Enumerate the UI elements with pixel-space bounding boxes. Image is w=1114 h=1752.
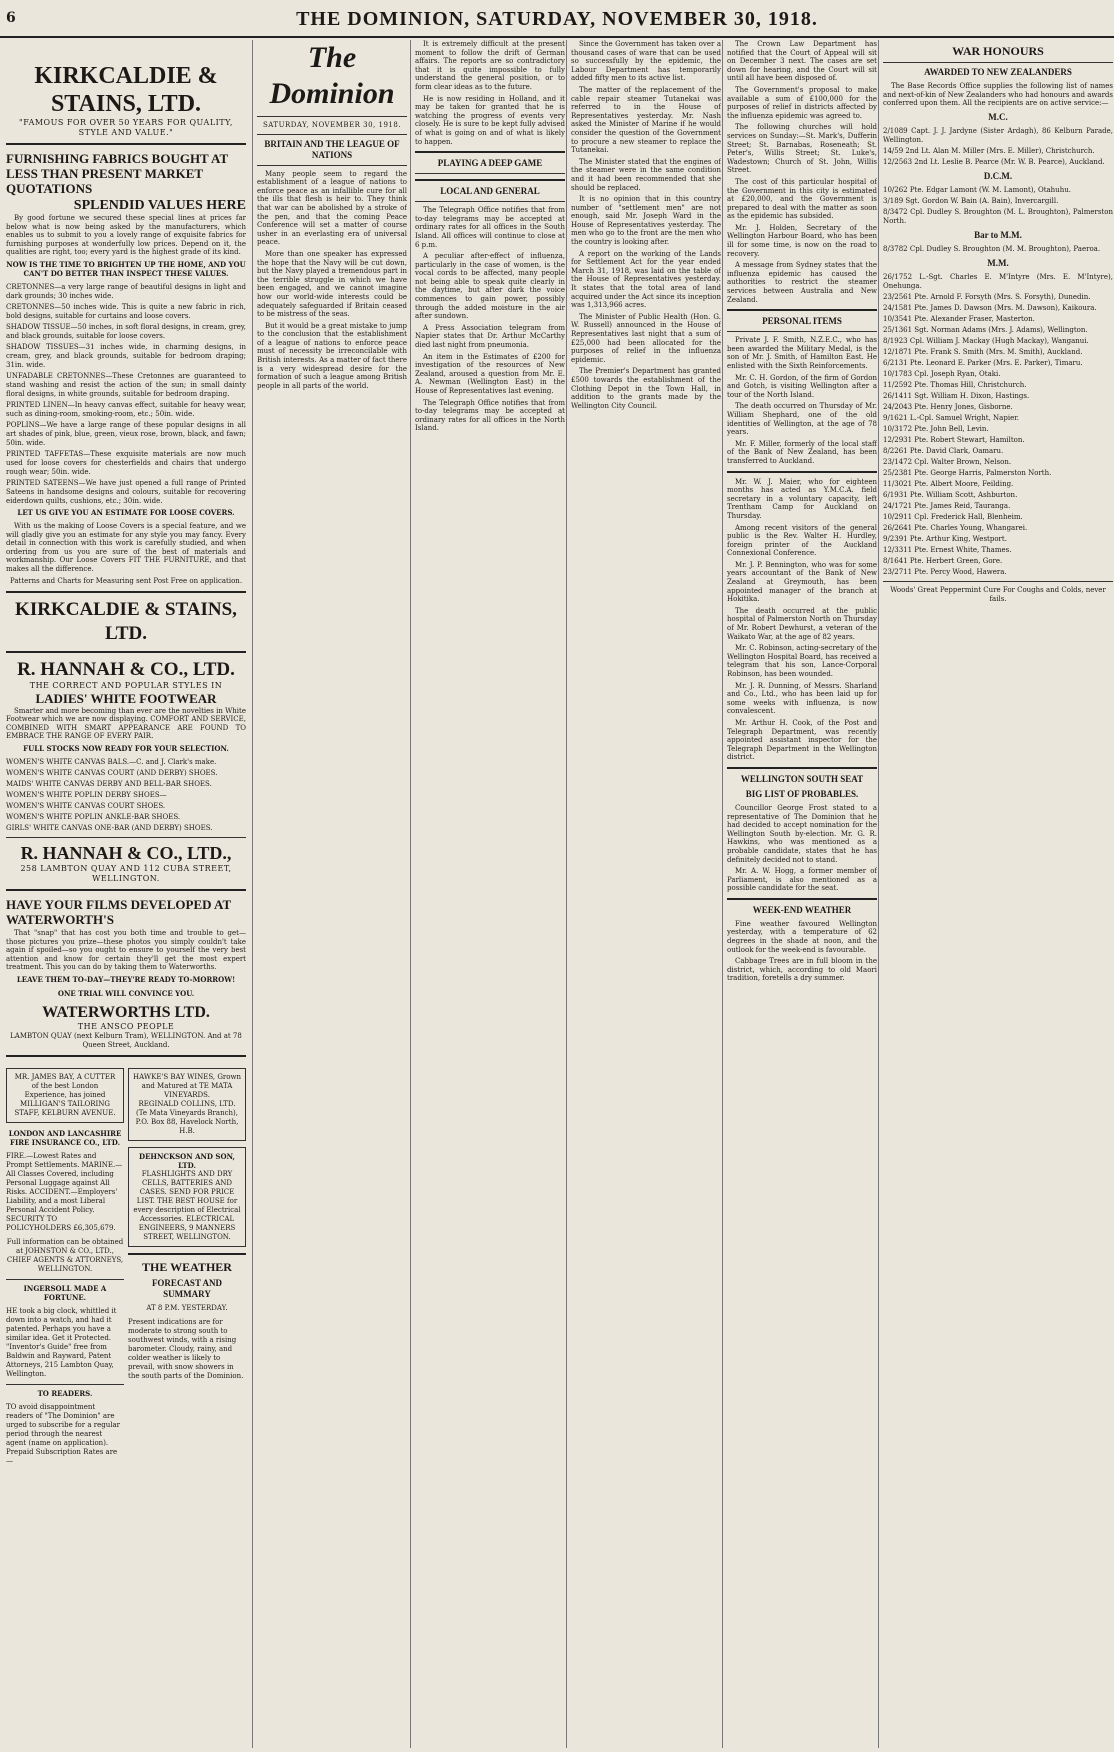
news-paragraph: The Government's proposal to make available a sum of £100,000 for the purposes of relief in districts affected by the influenza epidemic was agreed to. (727, 85, 877, 120)
waterworths-address: LAMBTON QUAY (next Kelburn Tram), WELLINGTON. And at 78 Queen Street, Auckland. (10, 1031, 242, 1049)
hannah-stock: FULL STOCKS NOW READY FOR YOUR SELECTION. (23, 743, 229, 753)
bar-list (883, 245, 1113, 254)
hannah-footer-name: R. HANNAH & CO., LTD., (20, 842, 232, 863)
personal-paragraph: Mr. C. H. Gordon, of the firm of Gordon and Gotch, is visiting Wellington after a tour of the North Island. (727, 373, 877, 399)
weekend-weather-heading: WEEK-END WEATHER (752, 904, 852, 915)
news-paragraph: A message from Sydney states that the influenza epidemic has caused the authorities to restrict the steamer services between Australia and New Zealand. (727, 261, 877, 304)
waterworths-body: That "snap" that has cost you both time and trouble to get—those pictures you prize—these photos you simply couldn't take again if spoiled—so you ought to ensure to yourself the very best attention and know for certain they'll get the most expert treatment. This you can do by taking them to Waterworths. (6, 928, 246, 972)
honour-entry: 3/189 Sgt. Gordon W. Bain (A. Bain), Invercargill. (883, 196, 1059, 205)
honour-entry: 12/2563 2nd Lt. Leslie B. Pearce (Mr. W. B. Pearce), Auckland. (883, 157, 1105, 166)
leader-paragraph: Many people seem to regard the establishment of a league of nations to enforce peace as an infallible cure for all the ills that flesh is heir to. They think that war can be abolished by a stroke of the pen, and that the coming Peace Conference will set a matter of course usher in an everlasting era of universal peace. (257, 169, 407, 247)
local-heading: LOCAL AND GENERAL (440, 186, 540, 197)
mc-list (883, 127, 1113, 167)
fabric-item: UNFADABLE CRETONNES—These Cretonnes are guaranteed to stand washing and resist the action of the sun; in small dainty floral designs, in white grounds, suitable for bedroom draping. (6, 371, 246, 398)
dcm-list (883, 186, 1113, 226)
honour-entry: 23/2711 Pte. Percy Wood, Hawera. (883, 567, 1007, 576)
fabric-item: PRINTED TAFFETAS—These exquisite materials are now much used for loose covers for chesterfields and chairs that undergo rough wear; 50in. wide. (6, 449, 246, 476)
leader-column (252, 40, 407, 1748)
deep-game-text-continued (415, 40, 565, 146)
kirkcaldie-covers-text: With us the making of Loose Covers is a special feature, and we will gladly give you an estimate for any style you may fancy. Every detail in connection with this work is carefully studied, and when ordering from us you are sure of the best of materials and workmanship. Our Loose Covers FIT THE FURNITURE, and that makes all the difference. (6, 521, 246, 573)
kirkcaldie-intro: By good fortune we secured these special lines at prices far below what is now being asked by the manufacturers, which enables us to submit to you a lovely range of exquisite fabrics for furnishing purposes at wonderfully low prices. Depend on it, the qualities are right, too; every yard is the highest grade of its kind. (6, 214, 246, 257)
news-paragraph: It is no opinion that in this country number of "settlement men" are not enough, said Mr. Joseph Ward in the House of Representatives yesterday. The men who go to the front are the men who the country is looking after. (571, 195, 721, 247)
footwear-item: WOMEN'S WHITE CANVAS COURT (AND DERBY) SHOES. (6, 768, 218, 777)
deep-game-heading: PLAYING A DEEP GAME (437, 158, 543, 169)
weather-subtitle: FORECAST AND SUMMARY (151, 1277, 223, 1299)
local-paragraph: An item in the Estimates of £200 for investigation of the resources of New Zealand, aroused a question from Mr. E. A. Newman (Wellington East) in the House of Representatives last evening. (415, 352, 565, 395)
honour-entry: 8/1641 Pte. Herbert Green, Gore. (883, 556, 1003, 565)
honour-entry: 24/1581 Pte. James D. Dawson (Mrs. M. Dawson), Kaikoura. (883, 303, 1097, 312)
news-paragraph: Mr. W. J. Maier, who for eighteen months has acted as Y.M.C.A. field secretary in a voluntary capacity, left Trentham Camp for Auckland on Thursday. (727, 477, 877, 520)
newspaper-title: THE DOMINION, SATURDAY, NOVEMBER 30, 1918. (296, 8, 818, 30)
war-honours-subtitle: AWARDED TO NEW ZEALANDERS (924, 67, 1072, 77)
wellington-paragraph: Councillor George Frost stated to a representative of The Dominion that he had decided to accept nomination for the Wellington South by-election. Mr. G. R. Hawkins, who was mentioned as a probable candidate, states that he has definitely decided not to stand. (727, 803, 877, 864)
news-paragraph: Mr. J. P. Bennington, who was for some years accountant of the Bank of New Zealand at Greymouth, has been appointed manager of the branch at Hokitika. (727, 560, 877, 604)
leader-masthead: The Dominion (269, 41, 395, 110)
hannah-product: LADIES' WHITE FOOTWEAR (35, 690, 217, 706)
waterworths-leave: LEAVE THEM TO-DAY—THEY'RE READY TO-MORROW! (16, 974, 236, 984)
news-paragraph: The following churches will hold services on Sunday:—St. Mark's, Dufferin Street; St. Barnabas, Roseneath; St. Peter's, Willis Street; St. Luke's, Wadestown; Church of St. John, Willis Street. (727, 123, 877, 175)
news-paragraph: Since the Government has taken over a thousand cases of ware that can be used so successfully by the epidemic, the Labour Department has temporarily added fifty men to its active list. (571, 40, 721, 83)
hannah-ad-name: R. HANNAH & CO., LTD. (17, 658, 235, 680)
leader-text (257, 170, 407, 391)
deep-game-column (410, 40, 565, 1748)
wines-title: HAWKE'S BAY WINES, Grown and Matured at TE MATA VINEYARDS. (133, 1072, 241, 1099)
ingersoll-title: INGERSOLL MADE A FORTUNE. (23, 1283, 107, 1302)
kirkcaldie-tagline: "FAMOUS FOR OVER 50 YEARS FOR QUALITY, STYLE AND VALUE." (19, 118, 233, 137)
weather-body: Present indications are for moderate to strong south to southwest winds, with a rising barometer. Cloudy, rainy, and colder weather is likely to prevail, with snow showers in the south parts of the Dominion. (128, 1317, 244, 1380)
hannah-body: Smarter and more becoming than ever are the novelties in White Footwear which we are now displaying. COMFORT AND SERVICE, COMBINED WITH SMART APPEARANCE ARE FOUND TO EMBRACE THE RANGE OF EVERY PAIR. (6, 706, 246, 741)
news-paragraph: Mr. J. Holden, Secretary of the Wellington Harbour Board, who has been ill for some time, is now on the road to recovery. (727, 223, 877, 258)
readers-body: TO avoid disappointment readers of "The Dominion" are urged to subscribe for a regular period through the nearest agent (name on application). Prepaid Subscription Rates are— (6, 1402, 120, 1465)
honour-entry: 10/3172 Pte. John Bell, Levin. (883, 424, 989, 433)
honour-entry: 24/2043 Pte. Henry Jones, Gisborne. (883, 402, 1013, 411)
honour-entry: 12/2931 Pte. Robert Stewart, Hamilton. (883, 435, 1025, 444)
waterworths-subname: THE ANSCO PEOPLE (77, 1021, 175, 1031)
kirkcaldie-footer-name: KIRKCALDIE & STAINS, LTD. (15, 598, 237, 644)
fabric-item: PRINTED LINEN—In heavy canvas effect, suitable for heavy wear, such as dining-room, smoking-room, etc.; 50in. wide. (6, 400, 246, 418)
honour-entry: 26/1752 L.-Sgt. Charles E. M'Intyre (Mrs. E. M'Intyre), Onehunga. (883, 272, 1113, 290)
footwear-item: WOMEN'S WHITE POPLIN DERBY SHOES— (6, 790, 167, 799)
james-bay-ad: MR. JAMES BAY, A CUTTER of the best London Experience, has joined MILLIGAN'S TAILORING STAFF, KELBURN AVENUE. (6, 1068, 124, 1123)
honour-entry: 8/3782 Cpl. Dudley S. Broughton (M. M. Broughton), Paeroa. (883, 244, 1101, 253)
bar-heading: Bar to M.M. (974, 229, 1022, 240)
honour-entry: 14/59 2nd Lt. Alan M. Miller (Mrs. E. Miller), Christchurch. (883, 146, 1095, 155)
local-paragraph: A peculiar after-effect of influenza, particularly in the case of women, is the vocal cords to be affected, many people not being able to speak quite clearly in the daytime, but after dark the voice commences to gain power, possibly through the added moisture in the air after sundown. (415, 252, 565, 321)
electrical-ad-body: FLASHLIGHTS AND DRY CELLS, BATTERIES AND CASES. SEND FOR PRICE LIST. THE BEST HOUSE for every description of Electrical Accessories. ELECTRICAL ENGINEERS, 9 MANNERS STREET, WELLINGTON. (133, 1169, 241, 1241)
footwear-item: WOMEN'S WHITE CANVAS BALS.—C. and J. Clark's make. (6, 757, 217, 766)
leader-paragraph: But it would be a great mistake to jump to the conclusion that the establishment of a league of nations to enforce peace must of necessity be irreconcilable with British interests. As a matter of fact there is a very widespread desire for the formation of such a league among British people in all parts of the world. (257, 321, 407, 390)
fabric-item: CRETONNES—a very large range of beautiful designs in light and dark grounds; 30 inches wide. (6, 282, 246, 300)
wellington-subheading: BIG LIST OF PROBABLES. (745, 788, 859, 799)
honour-entry: 9/1621 L.-Cpl. Samuel Wright, Napier. (883, 413, 1020, 422)
news-paragraph: Mr. Arthur H. Cook, of the Post and Telegraph Department, was recently appointed assistant inspector for the Telegraph Department in the Wellington district. (727, 718, 877, 762)
waterworths-trial: ONE TRIAL WILL CONVINCE YOU. (57, 988, 195, 998)
honour-entry: 6/1931 Pte. William Scott, Ashburton. (883, 490, 1018, 499)
news-paragraph: Mr. J. R. Dunning, of Messrs. Sharland and Co., Ltd., who has been laid up for some weeks with influenza, is now convalescent. (727, 681, 877, 716)
kirkcaldie-item-list (6, 283, 246, 506)
page-masthead (0, 0, 1114, 38)
fabric-item: SHADOW TISSUES—31 inches wide, in charming designs, in cream, grey, and black grounds, suitable for bedroom draping; 31in. wide. (6, 342, 246, 369)
honour-entry: 26/2641 Pte. Charles Young, Whangarei. (883, 523, 1028, 532)
deep-game-paragraph: He is now residing in Holland, and it may be taken for granted that he is watching the progress of events very closely. He is sure to be kept fully advised of what is going on and of what is likely to happen. (415, 94, 565, 146)
small-ads-right (128, 1062, 246, 1471)
kirkcaldie-ad-name: KIRKCALDIE & STAINS, LTD. (34, 63, 218, 117)
personal-paragraph: Mr. F. Miller, formerly of the local staff of the Bank of New Zealand, has been transferred to Auckland. (727, 439, 877, 465)
insurance-ad-body: FIRE.—Lowest Rates and Prompt Settlements. MARINE.—All Classes Covered, including Personal Luggage against All Risks. ACCIDENT.—Employers' Liability, and a most Liberal Personal Accident Policy. SECURITY TO POLICYHOLDERS £6,305,679. (6, 1151, 123, 1232)
news-paragraph: The Minister stated that the engines of the steamer were in the same condition and it had been recommended that she should be replaced. (571, 157, 721, 192)
johnston-ad: Full information can be obtained at JOHNSTON & CO., LTD., CHIEF AGENTS & ATTORNEYS, WELLINGTON. (6, 1237, 124, 1273)
page-number: 6 (6, 10, 16, 26)
honour-entry: 6/2131 Pte. Leonard E. Parker (Mrs. E. Parker), Timaru. (883, 358, 1083, 367)
news-paragraph: A report on the working of the Lands for Settlement Act for the year ended March 31, 1918, was laid on the table of the House of Representatives yesterday. It states that the total area of land acquired under the Act since its inception was 1,313,966 acres. (571, 249, 721, 310)
kirkcaldie-patterns: Patterns and Charts for Measuring sent Post Free on application. (9, 576, 243, 585)
honour-entry: 8/1923 Cpl. William J. Mackay (Hugh Mackay), Wanganui. (883, 336, 1089, 345)
advertisement-column (6, 40, 246, 1748)
honour-entry: 11/2592 Pte. Thomas Hill, Christchurch. (883, 380, 1027, 389)
footwear-item: WOMEN'S WHITE CANVAS COURT SHOES. (6, 801, 166, 810)
fabric-item: CRETONNES—50 inches wide. This is quite a new fabric in rich, bold designs, suitable for curtains and loose covers. (6, 302, 246, 320)
honour-entry: 23/2561 Pte. Arnold F. Forsyth (Mrs. S. Forsyth), Dunedin. (883, 292, 1091, 301)
honour-entry: 9/2391 Pte. Arthur King, Westport. (883, 534, 1007, 543)
hannah-tagline: THE CORRECT AND POPULAR STYLES IN (29, 680, 223, 690)
wines-address: REGINALD COLLINS, LTD. (Te Mata Vineyards Branch), P.O. Box 88, Havelock North, H.B. (135, 1099, 239, 1135)
local-text (415, 206, 565, 433)
fabric-item: POPLINS—We have a large range of these popular designs in all art shades of pink, blue, green, vieux rose, brown, black, and fawn; 50in. wide. (6, 420, 246, 447)
war-honours-intro: The Base Records Office supplies the following list of names and next-of-kin of New Zealanders who had honours and awards conferred upon them. All the recipients are on active service:— (883, 82, 1113, 108)
honour-entry: 10/262 Pte. Edgar Lamont (W. M. Lamont), Otahuhu. (883, 185, 1071, 194)
personal-heading: PERSONAL ITEMS (762, 316, 842, 327)
news-paragraph: The Minister of Public Health (Hon. G. W. Russell) announced in the House of Representatives last night that a sum of £25,000 had been allocated for the purposes of relief in the influenza epidemic. (571, 312, 721, 364)
honour-entry: 10/2911 Cpl. Frederick Hall, Blenheim. (883, 512, 1023, 521)
news-paragraph: Mr. C. Robinson, acting-secretary of the Wellington Hospital Board, has received a telegram that his son, Lance-Corporal Robinson, has been wounded. (727, 644, 877, 678)
mm-heading: M.M. (987, 257, 1009, 268)
fabric-item: PRINTED SATEENS—We have just opened a full range of Printed Sateens in handsome designs and colours, suitable for recovering eiderdown quilts, cushions, etc.; 30in. wide. (6, 478, 246, 505)
footwear-item: MAIDS' WHITE CANVAS DERBY AND BELL-BAR SHOES. (6, 779, 212, 788)
news-text-f (571, 40, 721, 410)
honour-entry: 25/1361 Sgt. Norman Adams (Mrs. J. Adams), Wellington. (883, 325, 1088, 334)
honour-entry: 12/1871 Pte. Frank S. Smith (Mrs. M. Smith), Auckland. (883, 347, 1083, 356)
ingersoll-body: HE took a big clock, whittled it down into a watch, and had it patented. Perhaps you have a similar idea. Get it Protected. "Inventor's Guide" free from Baldwin and Rayward, Patent Attorneys, 215 Lambton Quay, Wellington. (6, 1306, 117, 1378)
weekend-paragraph: Fine weather favoured Wellington yesterday, with a temperature of 62 degrees in the shade at noon, and the outlook for the week-end is favourable. (727, 919, 877, 954)
honour-entry: 23/1472 Cpl. Walter Brown, Nelson. (883, 457, 1012, 466)
leader-heading: BRITAIN AND THE LEAGUE OF NATIONS (264, 138, 400, 160)
honour-entry: 8/2261 Pte. David Clark, Oamaru. (883, 446, 1004, 455)
hannah-item-list (6, 758, 246, 833)
honour-entry: 12/3311 Pte. Ernest White, Thames. (883, 545, 1012, 554)
mm-list (883, 273, 1113, 577)
leader-paragraph: More than one speaker has expressed the hope that the Navy will be cut down, but the Navy played a tremendous part in the terrible struggle in which we have been engaged, and we cannot imagine how our world-wide interests could be adequately safeguarded if Britain ceased to be mistress of the seas. (257, 249, 407, 319)
small-ads-grid (6, 1062, 246, 1471)
news-paragraph: Among recent visitors of the general public is the Rev. Walter H. Hurdley, foreign printer of the Auckland Connexional Conference. (727, 523, 877, 558)
personal-paragraph: Private J. F. Smith, N.Z.E.C., who has been awarded the Military Medal, is the son of Mr. J. Smith, of Hamilton East. He enlisted with the Sixth Reinforcements. (727, 336, 877, 370)
waterworths-name: WATERWORTHS LTD. (42, 1003, 210, 1021)
war-honours-title: WAR HONOURS (952, 44, 1044, 58)
honour-entry: 24/1721 Pte. James Reid, Tauranga. (883, 501, 1011, 510)
news-column-g (722, 40, 877, 1748)
war-honours-footer: Woods' Great Peppermint Cure For Coughs and Colds, never fails. (890, 585, 1106, 603)
kirkcaldie-cta: NOW IS THE TIME TO BRIGHTEN UP THE HOME, AND YOU CAN'T DO BETTER THAN INSPECT THESE VALUES. (6, 259, 246, 278)
local-paragraph: The Telegraph Office notifies that from to-day telegrams may be accepted at ordinary rates for all offices in the South Island. All offices will continue to close at 6 p.m. (415, 206, 565, 249)
small-ads-left (6, 1062, 124, 1471)
local-paragraph: A Press Association telegram from Napier states that Dr. Arthur McCarthy died last night from pneumonia. (415, 323, 565, 350)
honour-entry: 10/3541 Pte. Alexander Fraser, Masterton. (883, 314, 1035, 323)
honour-entry: 11/3021 Pte. Albert Moore, Feilding. (883, 479, 1014, 488)
personal-text (727, 336, 877, 465)
electrical-ad-title: DEHNCKSON AND SON, LTD. (139, 1151, 235, 1170)
personal-paragraph: The death occurred on Thursday of Mr. William Shephard, one of the old identities of Wellington, at the age of 78 years. (727, 402, 877, 437)
mc-heading: M.C. (988, 111, 1008, 122)
honour-entry: 10/1783 Cpl. Joseph Ryan, Otaki. (883, 369, 1001, 378)
waterworths-headline: HAVE YOUR FILMS DEVELOPED AT WATERWORTH'S (6, 896, 231, 927)
leader-date: SATURDAY, NOVEMBER 30, 1918. (262, 121, 402, 129)
kirkcaldie-headline: FURNISHING FABRICS BOUGHT AT LESS THAN PRESENT MARKET QUOTATIONS (6, 151, 228, 196)
local-paragraph: The Telegraph Office notifies that from to-day telegrams may be accepted at ordinary rates for all offices in the North Island. (415, 398, 565, 433)
news-paragraph: The Crown Law Department has notified that the Court of Appeal will sit on December 3 next. The cases are set down for hearing, and the Court will sit until all have been disposed of. (727, 40, 877, 83)
war-honours-column (878, 40, 1113, 1748)
news-paragraph: The Premier's Department has granted £500 towards the establishment of the Clothing Depot in the Town Hall, in addition to the grants made by the Wellington City Council. (571, 367, 721, 410)
news-column-f (566, 40, 721, 1748)
news-paragraph: The matter of the replacement of the cable repair steamer Tutanekai was referred to in the House of Representatives yesterday. Mr. Nash asked the Minister of Marine if he would consider the question of the Government to procure a new steamer to replace the Tutanekai. (571, 85, 721, 155)
hannah-address: 258 LAMBTON QUAY AND 112 CUBA STREET, WELLINGTON. (20, 863, 232, 883)
news-paragraph: The death occurred at the public hospital of Palmerston North on Thursday of Mr. Robert Dewhurst, a veteran of the Waikato War, at the age of 82 years. (727, 606, 877, 641)
deep-game-paragraph: It is extremely difficult at the present moment to follow the drift of German affairs. The reports are so contradictory that it is quite impossible to fully understand the general position, or to form clear ideas as to the future. (415, 40, 565, 91)
news-text-g (727, 40, 877, 304)
wellington-heading: WELLINGTON SOUTH SEAT (740, 773, 864, 784)
kirkcaldie-headline-2: SPLENDID VALUES HERE (73, 198, 246, 213)
fabric-item: SHADOW TISSUE—50 inches, in soft floral designs, in cream, grey, and black grounds, suitable for loose covers. (6, 322, 246, 340)
insurance-ad-title: LONDON AND LANCASHIRE FIRE INSURANCE CO., LTD. (8, 1128, 122, 1147)
honour-entry: 26/1411 Sgt. William H. Dixon, Hastings. (883, 391, 1030, 400)
honour-entry: 25/2381 Pte. George Harris, Palmerston North. (883, 468, 1052, 477)
footwear-item: GIRLS' WHITE CANVAS ONE-BAR (AND DERBY) SHOES. (6, 823, 213, 832)
weather-time: AT 8 P.M. YESTERDAY. (146, 1303, 228, 1312)
wines-ad (128, 1068, 246, 1141)
footwear-item: WOMEN'S WHITE POPLIN ANKLE-BAR SHOES. (6, 812, 181, 821)
honour-entry: 2/1089 Capt. J. J. Jardyne (Sister Ardagh), 86 Kelburn Parade, Wellington. (883, 126, 1113, 144)
wellington-paragraph: Mr. A. W. Hogg, a former member of Parliament, is also mentioned as a possible candidate for the seat. (727, 867, 877, 893)
electrical-ad (128, 1147, 246, 1247)
dcm-heading: D.C.M. (983, 170, 1013, 181)
honour-entry: 8/3472 Cpl. Dudley S. Broughton (M. L. Broughton), Palmerston North. (883, 207, 1113, 225)
readers-title: TO READERS. (37, 1388, 93, 1398)
weather-title: THE WEATHER (142, 1259, 232, 1274)
weekend-paragraph: Cabbage Trees are in full bloom in the district, which, according to old Maori tradition, foretells a dry summer. (727, 957, 877, 983)
news-paragraph: The cost of this particular hospital of the Government in this city is estimated at £20,000, and the Government is prepared to deal with the matter as soon as the epidemic has subsided. (727, 177, 877, 221)
kirkcaldie-estimate: LET US GIVE YOU AN ESTIMATE FOR LOOSE COVERS. (17, 507, 235, 517)
